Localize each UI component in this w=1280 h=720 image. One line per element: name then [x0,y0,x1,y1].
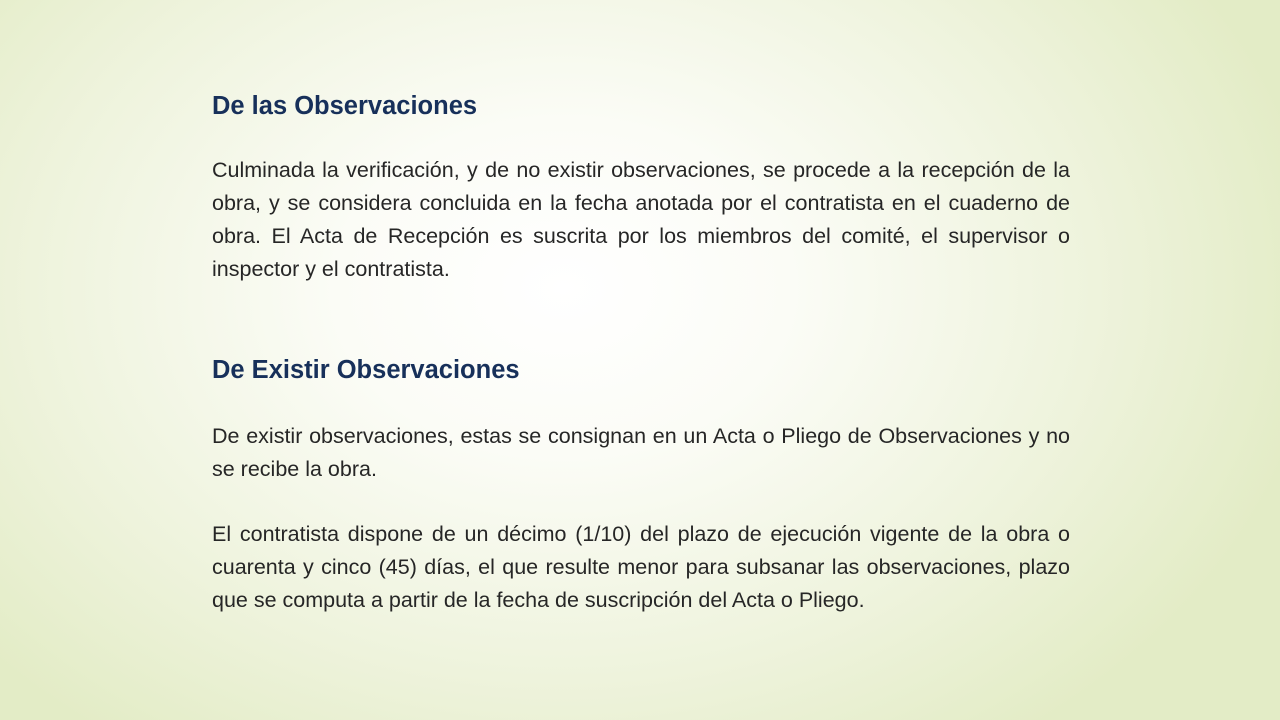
section-heading: De Existir Observaciones [212,356,520,384]
section-de-las-observaciones [212,86,1070,286]
section-paragraph: De existir observaciones, estas se consignan en un Acta o Pliego de Observaciones y no se recibe la obra. [212,424,1070,481]
slide-content [212,86,1070,617]
section-paragraph: Culminada la verificación, y de no existir observaciones, se procede a la recepción de la obra, y se considera concluida en la fecha anotada por el contratista en el cuaderno de obra. El Acta de Recepción es suscrita por los miembros del comité, el supervisor o inspector y el contratista. [212,158,1070,281]
section-paragraph: El contratista dispone de un décimo (1/10) del plazo de ejecución vigente de la obra o cuarenta y cinco (45) días, el que resulte menor para subsanar las observaciones, plazo que se computa a partir de la fecha de suscripción del Acta o Pliego. [212,522,1070,612]
section-de-existir-observaciones [212,350,1070,617]
section-heading: De las Observaciones [212,92,478,120]
